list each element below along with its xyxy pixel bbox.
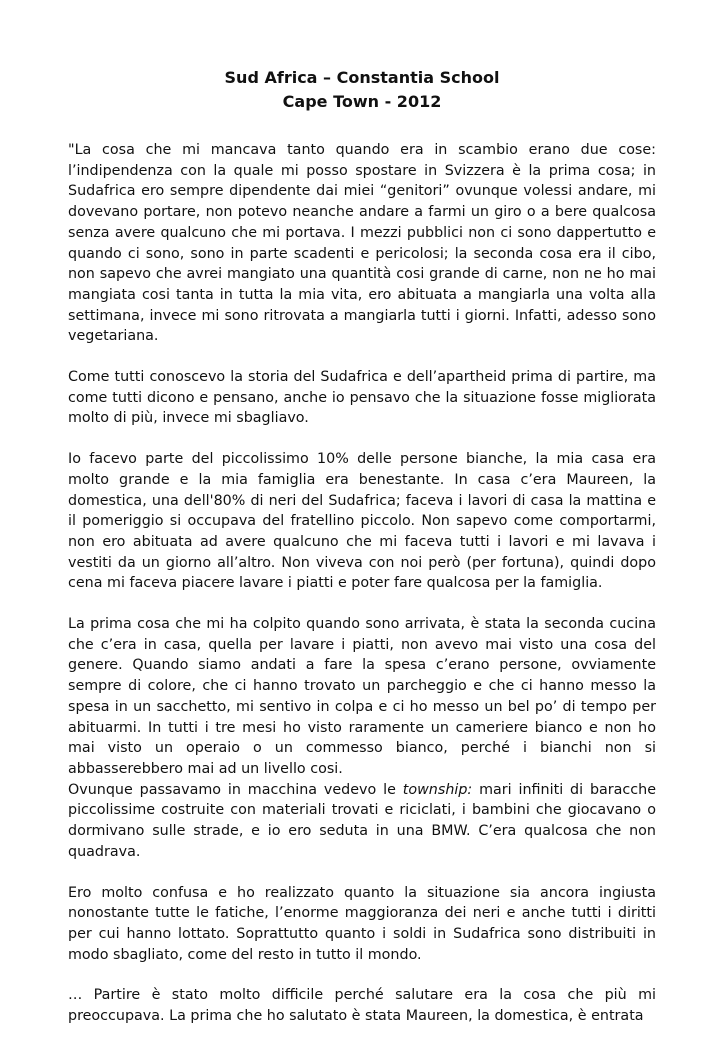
paragraph-3: Io facevo parte del piccolissimo 10% delle persone bianche, la mia casa era molto grande e la mia famiglia era benestante. In casa c’era Maureen, la domestica, una dell'80% di neri del Sudafrica; faceva i lavori di casa la mattina e il pomeriggio si occupava del fratellino piccolo. Non sapevo come comportarmi, non ero abituata ad avere qualcuno che mi faceva tutti i lavori e mi lavava i vestiti da un giorno all’altro. Non viveva con noi però (per fortuna), quindi dopo cena mi faceva piacere lavare i piatti e poter fare qualcosa per la famiglia.: [68, 451, 656, 592]
paragraph-7: … Partire è stato molto difficile perché salutare era la cosa che più mi preoccupava. La prima che ho salutato è stata Maureen, la domestica, è entrata: [68, 987, 656, 1025]
paragraph-5-start: Ovunque passavamo in macchina vedevo le: [68, 781, 403, 798]
paragraph-2: Come tutti conoscevo la storia del Sudafrica e dell’apartheid prima di partire, ma come tutti dicono e pensano, anche io pensavo che la situazione fosse migliorata molto di più, invece mi sbagliavo.: [68, 369, 656, 427]
paragraph-5: [68, 780, 656, 863]
title-line-2: Cape Town - 2012: [282, 92, 442, 111]
document-title: [68, 66, 656, 114]
document-page: [68, 66, 656, 1047]
paragraph-5-italic-term: township:: [402, 781, 473, 798]
paragraph-5-end: mari infiniti di baracche piccolissime costruite con materiali trovati e riciclati, i bambini che giocavano o dormivano sulle strade, e io ero seduta in una BMW. C’era qualcosa che non quadrava.: [68, 781, 656, 860]
title-line-1: Sud Africa – Constantia School: [224, 68, 500, 87]
paragraph-1: "La cosa che mi mancava tanto quando era in scambio erano due cose: l’indipendenza con la quale mi posso spostare in Svizzera è la prima cosa; in Sudafrica ero sempre dipendente dai miei “genitori” ovunque volessi andare, mi dovevano portare, non potevo neanche andare a farmi un giro o a bere qualcosa senza avere qualcuno che mi portava. I mezzi pubblici non ci sono dappertutto e quando ci sono, sono in parte scadenti e pericolosi; la seconda cosa era il cibo, non sapevo che avrei mangiato una quantità cosi grande di carne, non ne ho mai mangiata cosi tanta in tutta la mia vita, ero abituata a mangiarla una volta alla settimana, invece mi sono ritrovata a mangiarla tutti i giorni. Infatti, adesso sono vegetariana.: [68, 142, 656, 345]
paragraph-6: Ero molto confusa e ho realizzato quanto la situazione sia ancora ingiusta nonostante tutte le fatiche, l’enorme maggioranza dei neri e anche tutti i diritti per cui hanno lottato. Soprattutto quanto i soldi in Sudafrica sono distribuiti in modo sbagliato, come del resto in tutto il mondo.: [68, 884, 656, 963]
paragraph-4: La prima cosa che mi ha colpito quando sono arrivata, è stata la seconda cucina che c’era in casa, quella per lavare i piatti, non avevo mai visto una cosa del genere. Quando siamo andati a fare la spesa c’erano persone, ovviamente sempre di colore, che ci hanno trovato un parcheggio e che ci hanno messo la spesa in un sacchetto, mi sentivo in colpa e ci ho messo un bel po’ di tempo per abituarmi. In tutti i tre mesi ho visto raramente un cameriere bianco e non ho mai visto un operaio o un commesso bianco, perché i bianchi non si abbasserebbero mai ad un livello cosi.: [68, 616, 656, 777]
